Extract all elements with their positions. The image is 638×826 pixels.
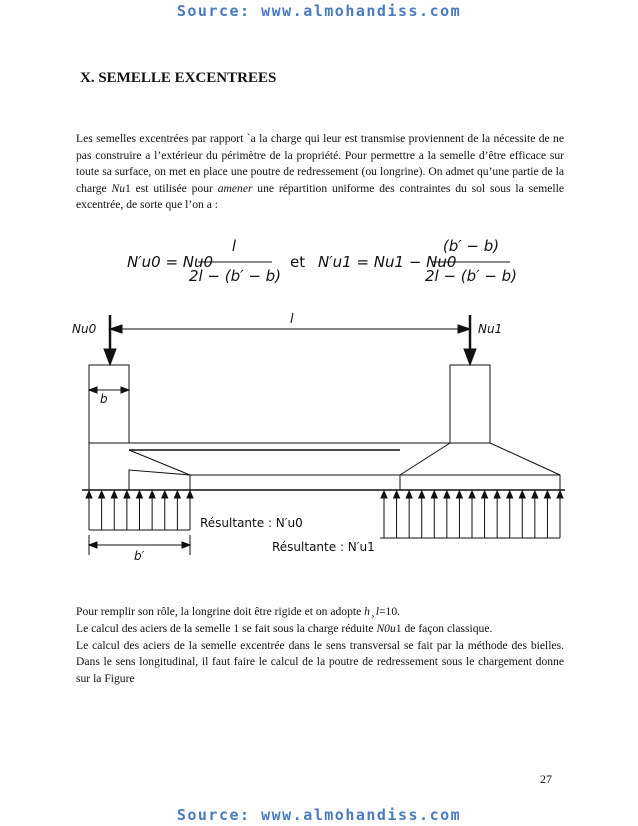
- formula: [0, 228, 638, 288]
- source-banner-top[interactable]: Source: www.almohandiss.com: [176, 2, 462, 20]
- footing-diagram: [0, 305, 638, 565]
- soil-left-arrow-head: [174, 491, 180, 498]
- soil-right-arrow-head: [431, 491, 437, 498]
- source-banner-bottom[interactable]: Source: www.almohandiss.com: [176, 806, 462, 824]
- soil-right-arrow-head: [381, 491, 387, 498]
- footing-width-label: b′: [134, 549, 145, 563]
- resultant-label-2: Résultante : N′u1: [272, 540, 375, 554]
- soil-left-arrow-head: [187, 491, 193, 498]
- soil-right-arrow-head: [444, 491, 450, 498]
- after-line-1: Pour remplir son rôle, la longrine doit être rigide et on adopte h ̧ l=10.: [76, 605, 401, 618]
- soil-right-arrow-head: [557, 491, 563, 498]
- section-heading: X. SEMELLE EXCENTREES: [80, 70, 277, 86]
- column-left: [89, 365, 129, 443]
- soil-right-arrow-head: [469, 491, 475, 498]
- after-line-3: Le calcul des aciers de la semelle excentrée dans le sens transversal se fait par la méthode des bielles. Dans le sens longitudinal, il faut faire le calcul de la poutre de redressement sous le chargement donne sur la Figure: [76, 638, 564, 686]
- span-arrow-left: [110, 325, 122, 333]
- span-label: l: [290, 312, 294, 327]
- soil-right-arrow-head: [456, 491, 462, 498]
- soil-right-arrow-head: [419, 491, 425, 498]
- intro-paragraph: Les semelles excentrées par rapport `a la charge qui leur est transmise proviennent de la nécessite de ne pas construire a l’extérieur du périmètre de la propriété. Pour permettre a la semelle d’être efficace sur toute sa surface, on met en place une poutre de redressement (ou longrine). On admet qu’une partie de la charge Nu1 est utilisée pour amener une répartition uniforme des contraintes du sol sous la semelle excentrée, de sorte que l’on a :: [76, 132, 564, 212]
- soil-right-arrow-head: [544, 491, 550, 498]
- soil-right-arrow-head: [494, 491, 500, 498]
- soil-arrows-right: [381, 491, 563, 538]
- resultant-label-1: Résultante : N′u0: [200, 516, 303, 530]
- after-paragraph: [76, 604, 564, 688]
- soil-left-arrow-head: [137, 491, 143, 498]
- soil-left-arrow-head: [124, 491, 130, 498]
- formula-connector: et: [290, 253, 306, 271]
- formula-frac2-den: 2l − (b′ − b): [424, 267, 518, 285]
- soil-right-arrow-head: [406, 491, 412, 498]
- formula-lhs-2: N′u1 = Nu1 − Nu0: [318, 253, 457, 271]
- soil-left-arrow-head: [86, 491, 92, 498]
- soil-left-arrow-head: [162, 491, 168, 498]
- formula-lhs-1: N′u0 = Nu0: [127, 253, 214, 271]
- soil-right-arrow-head: [394, 491, 400, 498]
- column-right: [450, 365, 490, 443]
- formula-frac1-num: l: [231, 237, 237, 255]
- soil-right-arrow-head: [532, 491, 538, 498]
- formula-frac2-num: (b′ − b): [442, 237, 500, 255]
- load-label-right: Nu1: [478, 322, 503, 336]
- span-arrow-right: [458, 325, 470, 333]
- soil-right-arrow-head: [519, 491, 525, 498]
- soil-left-arrow-head: [111, 491, 117, 498]
- after-line-2: Le calcul des aciers de la semelle 1 se fait sous la charge réduite N0u1 de façon classique.: [76, 621, 493, 635]
- footing-right: [400, 443, 560, 490]
- load-label-left: Nu0: [72, 322, 97, 336]
- soil-right-arrow-head: [507, 491, 513, 498]
- soil-left-arrow-head: [149, 491, 155, 498]
- load-arrow-right-head: [464, 349, 476, 365]
- column-width-label: b: [100, 392, 108, 406]
- soil-left-arrow-head: [99, 491, 105, 498]
- soil-arrows-left: [86, 491, 193, 530]
- load-arrow-left-head: [104, 349, 116, 365]
- formula-frac1-den: 2l − (b′ − b): [188, 267, 282, 285]
- soil-right-arrow-head: [482, 491, 488, 498]
- page-number: 27: [540, 772, 552, 786]
